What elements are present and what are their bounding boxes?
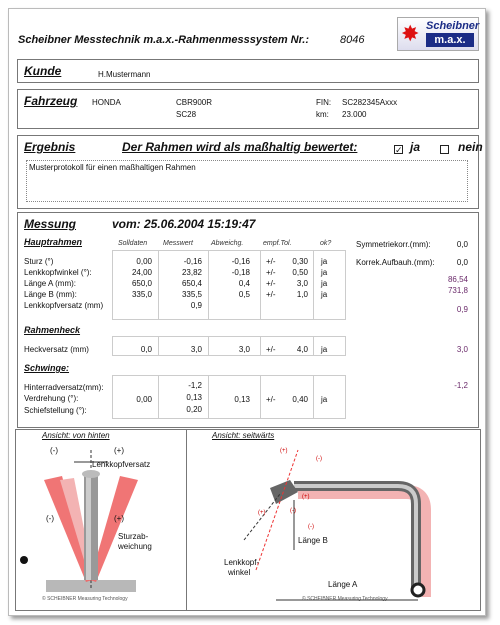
fin-label: FIN: [316,98,332,107]
schwinge-mess-1: -1,2 [188,381,202,390]
rear-sturz-1: Sturzab- [118,532,149,541]
diagram-left-title: Ansicht: von hinten [42,431,110,440]
diagram-right-title: Ansicht: seitwärts [212,431,275,440]
ergebnis-note: Musterprotokoll für einen maßhaltigen Rahmen [29,163,196,172]
side-value-laenge-a: 731,8 [447,286,468,295]
side-copyright: © SCHEIBNER Measuring Technology [302,596,388,602]
divider [313,251,314,319]
side-minus-b: (-) [308,524,314,530]
header [9,9,487,55]
rear-minus-2: (-) [46,514,54,523]
tol-value: 1,0 [296,290,308,299]
ok-value: ja [321,257,328,266]
col-messwert: Messwert [163,240,193,247]
divider [260,337,261,355]
messung-date: vom: 25.06.2004 15:19:47 [112,217,256,231]
mess-value: -0,16 [183,257,202,266]
diagram-box [15,429,481,611]
header-number: 8046 [340,34,365,46]
heck-abw: 3,0 [238,345,250,354]
divider [313,337,314,355]
col-tol: empf.Tol. [263,240,292,247]
divider [158,337,159,355]
header-title: Scheibner Messtechnik m.a.x.-Rahmenmesssystem Nr.: [18,34,310,46]
schwinge-side-value: -1,2 [454,381,468,390]
kunde-box [17,59,479,83]
row-laenge-b-name: Länge B (mm): [24,290,77,299]
schwinge-pm: +/- [266,395,276,404]
nein-checkbox[interactable] [440,145,449,154]
heck-ok: ja [321,345,328,354]
side-lenkkopf-2: winkel [228,568,251,577]
korrek-aufbauh-value: 0,0 [456,258,468,267]
symmetriekorr-label: Symmetriekorr.(mm): [356,240,431,249]
row-laenge-a-name: Länge A (mm): [24,279,77,288]
mess-value: 650,4 [181,279,202,288]
rear-plus-2: (+) [114,514,124,523]
pm-sign: +/- [266,268,276,277]
fahrzeug-model2: SC28 [176,110,197,119]
km-label: km: [316,110,329,119]
rear-sturz-2: weichung [118,542,152,551]
km-value: 23.000 [342,110,367,119]
schwinge-tol: 0,40 [292,395,308,404]
fahrzeug-make: HONDA [92,98,121,107]
tol-value: 0,50 [292,268,308,277]
side-plus-s: (+) [258,510,266,516]
messung-label: Messung [24,217,77,231]
heck-mess: 3,0 [190,345,202,354]
soll-value: 650,0 [131,279,152,288]
star-icon: ✸ [401,21,420,46]
symmetriekorr-value: 0,0 [456,240,468,249]
row-lenkkopfversatz-name: Lenkkopfversatz (mm) [24,301,104,310]
soll-value: 24,00 [131,268,152,277]
side-lenkkopf-1: Lenkkopf- [224,558,260,567]
side-plus-b: (+) [302,494,310,500]
rear-lenkkopfversatz: Lenkkopfversatz [92,460,151,469]
divider [208,337,209,355]
ergebnis-box [17,135,483,209]
rear-plus: (+) [114,446,124,455]
rahmenheck-label: Rahmenheck [24,325,81,335]
soll-value: 0,00 [136,257,152,266]
side-laenge-a: Länge A [328,580,358,589]
schwinge-abw: 0,13 [234,395,250,404]
pm-sign: +/- [266,290,276,299]
ergebnis-statement: Der Rahmen wird als maßhaltig bewertet: [122,140,358,154]
col-abweichung: Abweichg. [211,240,244,247]
divider [208,251,209,319]
logo-top-text: Scheibner [426,20,480,32]
schiefstellung-name: Schiefstellung (°): [24,406,87,415]
tol-value: 0,30 [292,257,308,266]
side-minus-s: (-) [290,508,296,514]
ergebnis-note-box [26,160,468,202]
heckversatz-name: Heckversatz (mm) [24,345,89,354]
verdrehung-name: Verdrehung (°): [24,394,79,403]
rear-copyright: © SCHEIBNER Measuring Technology [42,596,128,602]
messung-box [17,212,479,428]
col-ok: ok? [320,240,332,247]
soll-value: 335,0 [131,290,152,299]
ergebnis-label: Ergebnis [24,140,76,154]
ok-value: ja [321,279,328,288]
side-value-lenkkopfwinkel: 86,54 [447,275,468,284]
ok-value: ja [321,268,328,277]
abw-value: 0,5 [238,290,250,299]
tol-value: 3,0 [296,279,308,288]
col-solldaten: Solldaten [118,240,148,247]
kunde-name: H.Mustermann [98,70,151,79]
fin-value: SC282345Axxx [342,98,398,107]
heck-side-value: 3,0 [456,345,468,354]
side-laenge-b: Länge B [298,536,328,545]
rear-minus: (-) [50,446,58,455]
side-value-lenkkopfversatz: 0,9 [456,305,468,314]
logo-bottom-text: m.a.x. [426,33,474,47]
hinterradversatz-name: Hinterradversatz(mm): [24,383,104,392]
side-minus: (-) [316,456,322,462]
ok-value: ja [321,290,328,299]
mess-value: 0,9 [190,301,202,310]
protocol-sheet [8,8,486,616]
heck-pm: +/- [266,345,276,354]
schwinge-soll: 0,00 [136,395,152,404]
row-sturz-name: Sturz (°) [24,257,54,266]
mess-value: 335,5 [181,290,202,299]
schwinge-ok: ja [321,395,328,404]
heck-soll: 0,0 [140,345,152,354]
abw-value: 0,4 [238,279,250,288]
abw-value: -0,18 [231,268,250,277]
kunde-label: Kunde [24,64,62,78]
divider [260,251,261,319]
divider [208,376,209,418]
fahrzeug-model: CBR900R [176,98,213,107]
mess-value: 23,82 [181,268,202,277]
row-lenkkopfwinkel-name: Lenkkopfwinkel (°): [24,268,92,277]
korrek-aufbauh-label: Korrek.Aufbauh.(mm): [356,258,435,267]
divider [158,376,159,418]
scheibner-logo [397,17,479,51]
heck-tol: 4,0 [296,345,308,354]
pm-sign: +/- [266,279,276,288]
schwinge-mess-2: 0,13 [186,393,202,402]
nein-label: nein [458,140,483,154]
divider [260,376,261,418]
ja-checkbox[interactable]: ✓ [395,145,403,155]
fahrzeug-box [17,89,479,129]
divider [313,376,314,418]
fahrzeug-label: Fahrzeug [24,94,78,108]
schwinge-mess-3: 0,20 [186,405,202,414]
ja-label: ja [410,140,421,154]
pm-sign: +/- [266,257,276,266]
schwinge-label: Schwinge: [24,363,70,373]
hauptrahmen-label: Hauptrahmen [24,237,83,247]
divider [158,251,159,319]
side-plus: (+) [280,448,288,454]
abw-value: -0,16 [231,257,250,266]
